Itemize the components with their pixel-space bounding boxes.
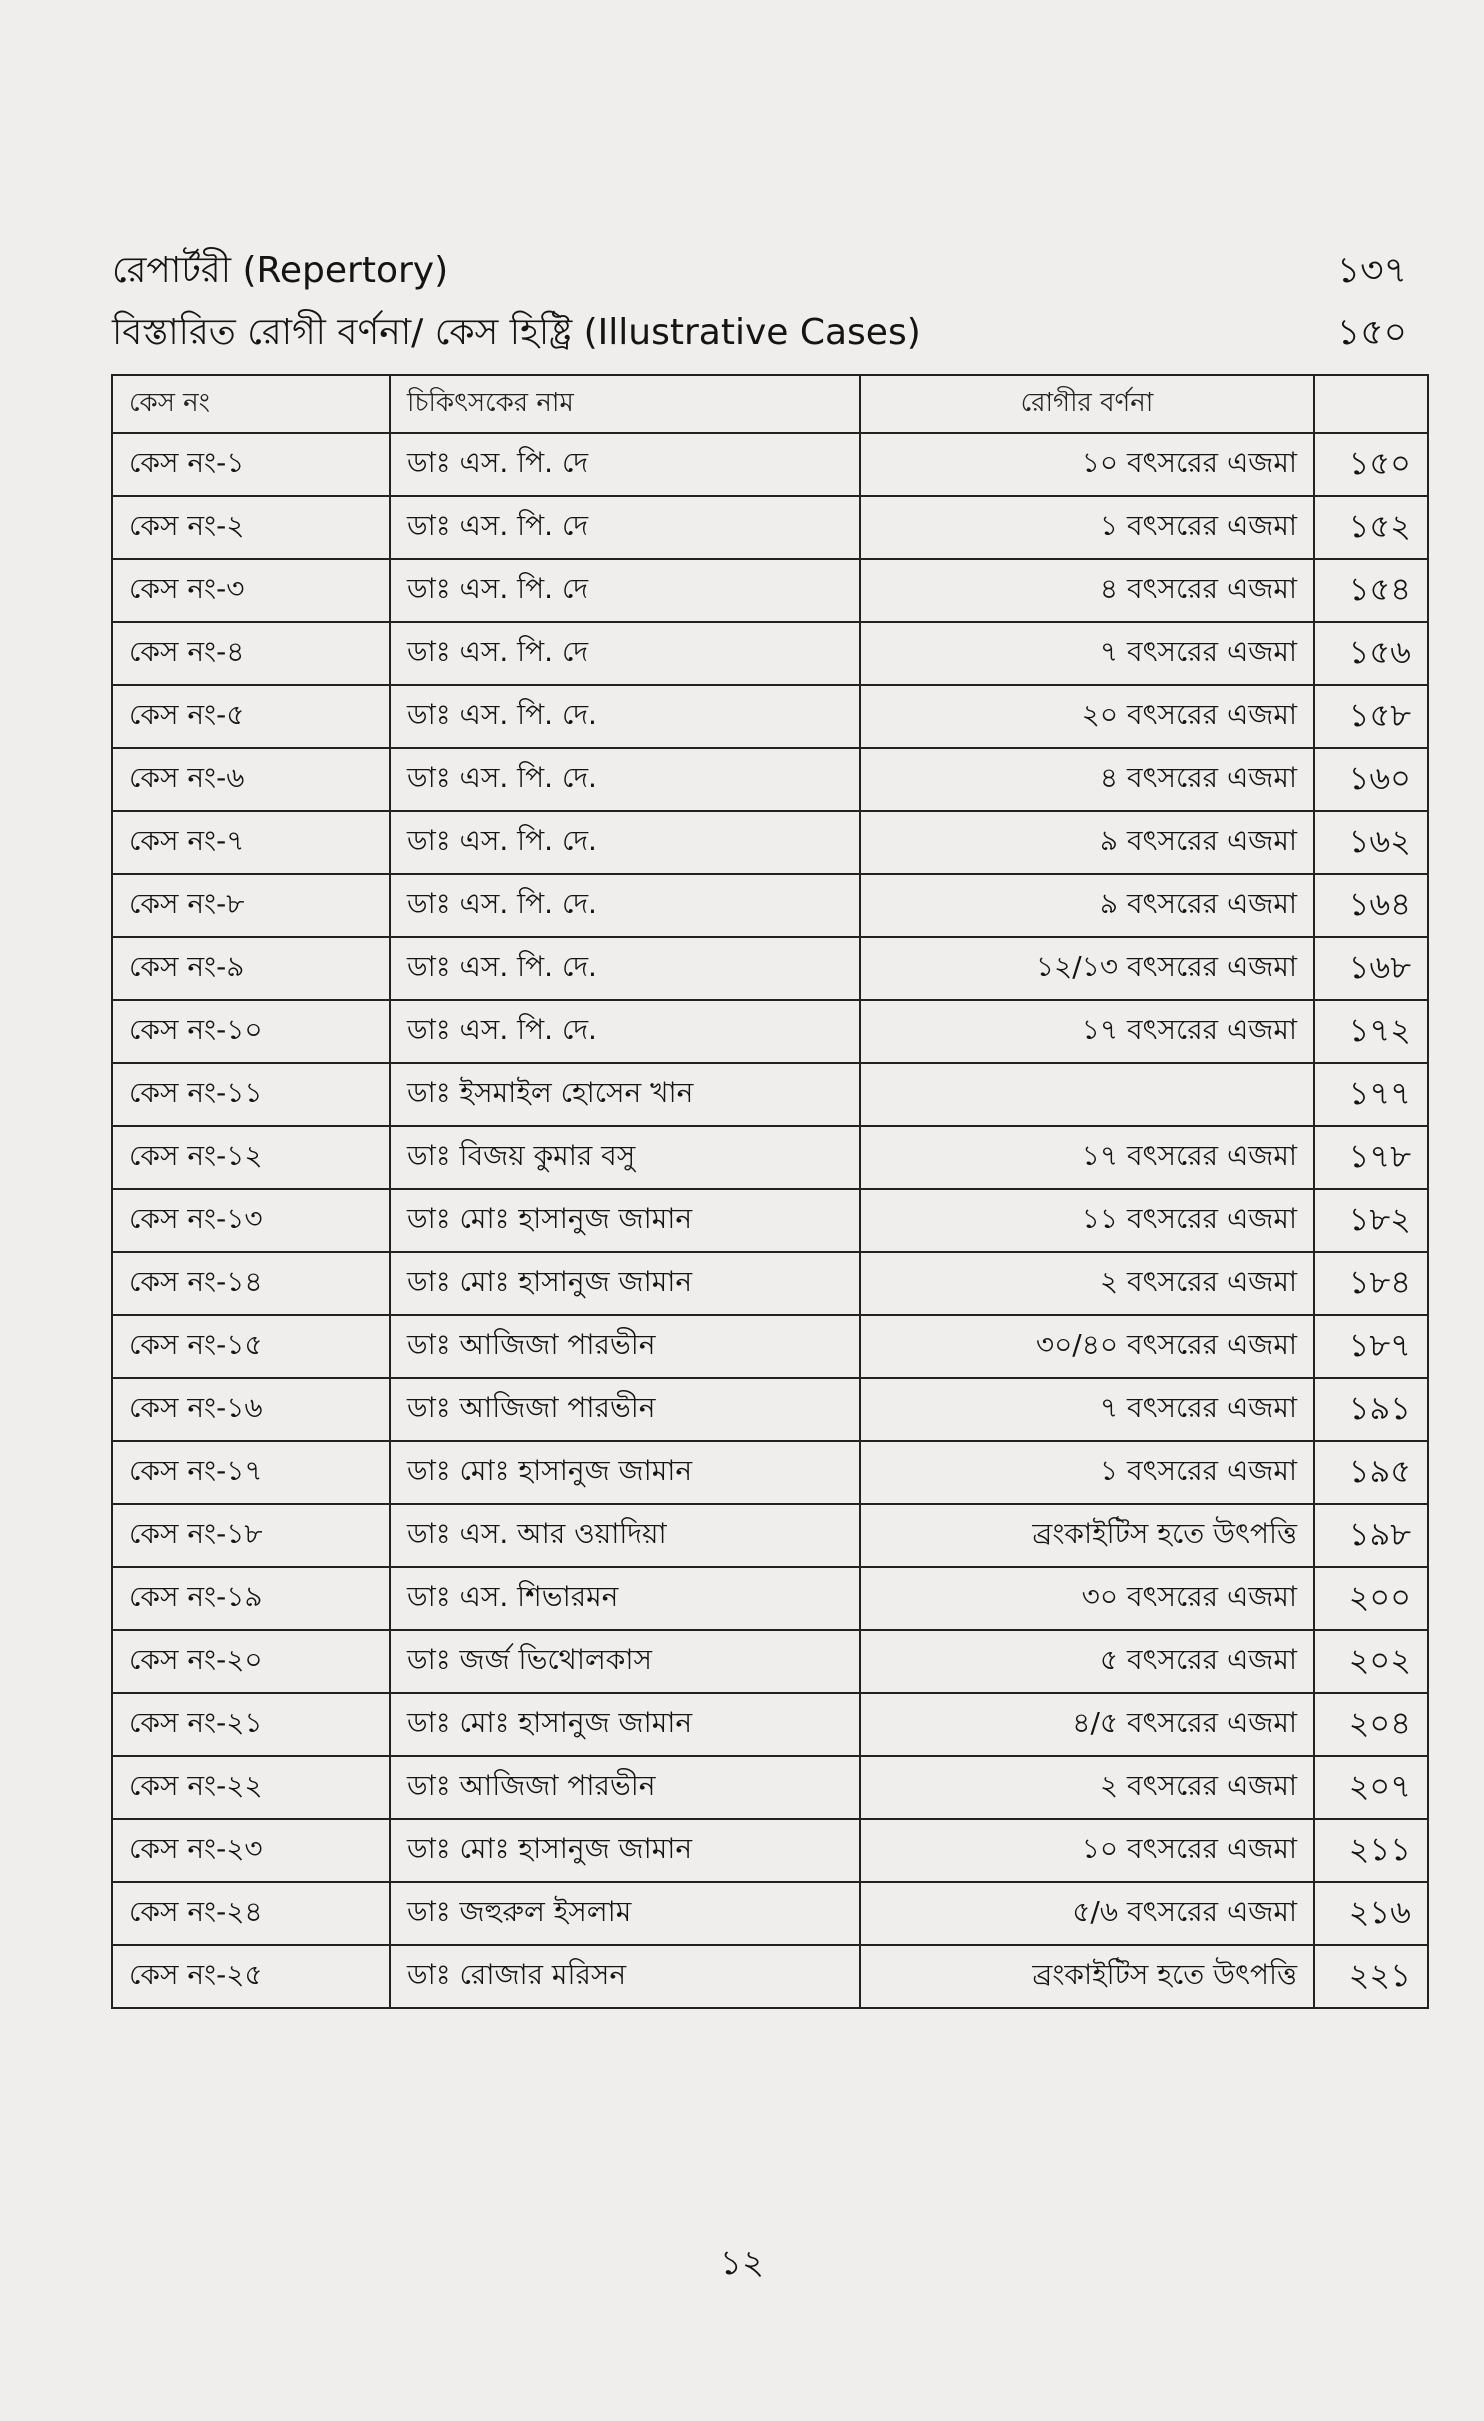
physician-cell: ডাঃ এস. পি. দে: [390, 622, 860, 685]
physician-cell: ডাঃ এস. পি. দে: [390, 433, 860, 496]
case-number-cell: কেস নং-৫: [112, 685, 390, 748]
description-cell: ২০ বৎসরের এজমা: [860, 685, 1314, 748]
description-cell: ৭ বৎসরের এজমা: [860, 1378, 1314, 1441]
physician-cell: ডাঃ এস. আর ওয়াদিয়া: [390, 1504, 860, 1567]
toc-entry-label: রেপার্টরী (Repertory): [112, 250, 449, 291]
page-cell: ১৯১: [1314, 1378, 1428, 1441]
description-cell: ৪ বৎসরের এজমা: [860, 559, 1314, 622]
physician-cell: ডাঃ আজিজা পারভীন: [390, 1315, 860, 1378]
page-cell: ১৫৪: [1314, 559, 1428, 622]
table-row: [112, 496, 1428, 559]
page-number: ১২: [719, 2243, 765, 2283]
case-number-cell: কেস নং-১০: [112, 1000, 390, 1063]
table-row: [112, 748, 1428, 811]
physician-cell: ডাঃ রোজার মরিসন: [390, 1945, 860, 2008]
description-cell: ৫ বৎসরের এজমা: [860, 1630, 1314, 1693]
case-number-cell: কেস নং-২০: [112, 1630, 390, 1693]
page-cell: ১৫০: [1314, 433, 1428, 496]
description-cell: ১০ বৎসরের এজমা: [860, 433, 1314, 496]
toc-entry-repertory: [112, 250, 1407, 292]
case-number-cell: কেস নং-১: [112, 433, 390, 496]
case-number-cell: কেস নং-১১: [112, 1063, 390, 1126]
column-header-case-no: কেস নং: [112, 375, 390, 433]
case-number-cell: কেস নং-১৩: [112, 1189, 390, 1252]
case-number-cell: কেস নং-২: [112, 496, 390, 559]
table-row: [112, 1063, 1428, 1126]
case-number-cell: কেস নং-২৫: [112, 1945, 390, 2008]
case-number-cell: কেস নং-২৩: [112, 1819, 390, 1882]
table-row: [112, 1819, 1428, 1882]
page-cell: ২২১: [1314, 1945, 1428, 2008]
case-number-cell: কেস নং-১৮: [112, 1504, 390, 1567]
table-row: [112, 1441, 1428, 1504]
case-number-cell: কেস নং-১২: [112, 1126, 390, 1189]
page-cell: ১৫৬: [1314, 622, 1428, 685]
physician-cell: ডাঃ এস. পি. দে: [390, 496, 860, 559]
physician-cell: ডাঃ এস. শিভারমন: [390, 1567, 860, 1630]
description-cell: ব্রংকাইটিস হতে উৎপত্তি: [860, 1504, 1314, 1567]
page-cell: ১৬৪: [1314, 874, 1428, 937]
page-cell: ১৭৭: [1314, 1063, 1428, 1126]
page-cell: ১৯৮: [1314, 1504, 1428, 1567]
case-number-cell: কেস নং-৪: [112, 622, 390, 685]
description-cell: ১৭ বৎসরের এজমা: [860, 1000, 1314, 1063]
table-row: [112, 1693, 1428, 1756]
description-cell: ৪/৫ বৎসরের এজমা: [860, 1693, 1314, 1756]
physician-cell: ডাঃ মোঃ হাসানুজ জামান: [390, 1441, 860, 1504]
page-cell: ১৮৭: [1314, 1315, 1428, 1378]
table-row: [112, 1378, 1428, 1441]
case-number-cell: কেস নং-২১: [112, 1693, 390, 1756]
page-cell: ১৬২: [1314, 811, 1428, 874]
description-cell: ১১ বৎসরের এজমা: [860, 1189, 1314, 1252]
page-cell: ২০০: [1314, 1567, 1428, 1630]
toc-entry-page: ১৫০: [1336, 312, 1407, 353]
column-header-page: [1314, 375, 1428, 433]
page-cell: ১৭৮: [1314, 1126, 1428, 1189]
page-cell: ১৭২: [1314, 1000, 1428, 1063]
table-row: [112, 1756, 1428, 1819]
case-number-cell: কেস নং-২২: [112, 1756, 390, 1819]
case-number-cell: কেস নং-১৯: [112, 1567, 390, 1630]
table-row: [112, 1504, 1428, 1567]
description-cell: ১ বৎসরের এজমা: [860, 496, 1314, 559]
case-number-cell: কেস নং-১৬: [112, 1378, 390, 1441]
physician-cell: ডাঃ এস. পি. দে.: [390, 937, 860, 1000]
case-number-cell: কেস নং-৬: [112, 748, 390, 811]
physician-cell: ডাঃ বিজয় কুমার বসু: [390, 1126, 860, 1189]
toc-entry-label: বিস্তারিত রোগী বর্ণনা/ কেস হিষ্ট্রি (Illustrative Cases): [112, 312, 921, 353]
description-cell: ২ বৎসরের এজমা: [860, 1756, 1314, 1819]
table-row: [112, 1189, 1428, 1252]
description-cell: ২ বৎসরের এজমা: [860, 1252, 1314, 1315]
description-cell: ১২/১৩ বৎসরের এজমা: [860, 937, 1314, 1000]
table-row: [112, 433, 1428, 496]
description-cell: ৩০ বৎসরের এজমা: [860, 1567, 1314, 1630]
table-row: [112, 1252, 1428, 1315]
column-header-physician: চিকিৎসকের নাম: [390, 375, 860, 433]
page-cell: ২০৪: [1314, 1693, 1428, 1756]
table-row: [112, 874, 1428, 937]
description-cell: ৫/৬ বৎসরের এজমা: [860, 1882, 1314, 1945]
page-cell: ১৫২: [1314, 496, 1428, 559]
page-cell: ২০৭: [1314, 1756, 1428, 1819]
physician-cell: ডাঃ জর্জ ভিথোলকাস: [390, 1630, 860, 1693]
description-cell: ১৭ বৎসরের এজমা: [860, 1126, 1314, 1189]
description-cell: ১ বৎসরের এজমা: [860, 1441, 1314, 1504]
table-header-row: [112, 375, 1428, 433]
table-row: [112, 1630, 1428, 1693]
case-number-cell: কেস নং-১৪: [112, 1252, 390, 1315]
case-number-cell: কেস নং-৮: [112, 874, 390, 937]
physician-cell: ডাঃ এস. পি. দে.: [390, 811, 860, 874]
description-cell: ৭ বৎসরের এজমা: [860, 622, 1314, 685]
toc-entry-illustrative-cases: [112, 312, 1407, 354]
page-cell: ১৬০: [1314, 748, 1428, 811]
physician-cell: ডাঃ আজিজা পারভীন: [390, 1378, 860, 1441]
case-number-cell: কেস নং-৭: [112, 811, 390, 874]
physician-cell: ডাঃ আজিজা পারভীন: [390, 1756, 860, 1819]
description-cell: ১০ বৎসরের এজমা: [860, 1819, 1314, 1882]
case-number-cell: কেস নং-২৪: [112, 1882, 390, 1945]
case-table: [111, 374, 1429, 2009]
physician-cell: ডাঃ মোঃ হাসানুজ জামান: [390, 1252, 860, 1315]
page-cell: ১৫৮: [1314, 685, 1428, 748]
table-row: [112, 811, 1428, 874]
case-number-cell: কেস নং-৯: [112, 937, 390, 1000]
description-cell: [860, 1063, 1314, 1126]
physician-cell: ডাঃ এস. পি. দে.: [390, 1000, 860, 1063]
table-row: [112, 1945, 1428, 2008]
page-cell: ২০২: [1314, 1630, 1428, 1693]
description-cell: ৯ বৎসরের এজমা: [860, 811, 1314, 874]
case-number-cell: কেস নং-১৭: [112, 1441, 390, 1504]
description-cell: ব্রংকাইটিস হতে উৎপত্তি: [860, 1945, 1314, 2008]
table-row: [112, 1000, 1428, 1063]
physician-cell: ডাঃ এস. পি. দে.: [390, 748, 860, 811]
physician-cell: ডাঃ মোঃ হাসানুজ জামান: [390, 1189, 860, 1252]
physician-cell: ডাঃ এস. পি. দে.: [390, 874, 860, 937]
page-cell: ১৮২: [1314, 1189, 1428, 1252]
case-number-cell: কেস নং-১৫: [112, 1315, 390, 1378]
case-number-cell: কেস নং-৩: [112, 559, 390, 622]
physician-cell: ডাঃ এস. পি. দে.: [390, 685, 860, 748]
table-row: [112, 622, 1428, 685]
description-cell: ৯ বৎসরের এজমা: [860, 874, 1314, 937]
physician-cell: ডাঃ ইসমাইল হোসেন খান: [390, 1063, 860, 1126]
page-cell: ২১৬: [1314, 1882, 1428, 1945]
page-cell: ১৬৮: [1314, 937, 1428, 1000]
column-header-description: রোগীর বর্ণনা: [860, 375, 1314, 433]
table-row: [112, 1315, 1428, 1378]
page-cell: ১৮৪: [1314, 1252, 1428, 1315]
physician-cell: ডাঃ মোঃ হাসানুজ জামান: [390, 1819, 860, 1882]
table-row: [112, 1126, 1428, 1189]
table-row: [112, 937, 1428, 1000]
page-cell: ১৯৫: [1314, 1441, 1428, 1504]
page-cell: ২১১: [1314, 1819, 1428, 1882]
table-row: [112, 1567, 1428, 1630]
table-row: [112, 559, 1428, 622]
description-cell: ৩০/৪০ বৎসরের এজমা: [860, 1315, 1314, 1378]
physician-cell: ডাঃ জহুরুল ইসলাম: [390, 1882, 860, 1945]
physician-cell: ডাঃ মোঃ হাসানুজ জামান: [390, 1693, 860, 1756]
toc-entry-page: ১৩৭: [1336, 250, 1407, 291]
physician-cell: ডাঃ এস. পি. দে: [390, 559, 860, 622]
description-cell: ৪ বৎসরের এজমা: [860, 748, 1314, 811]
table-row: [112, 685, 1428, 748]
table-row: [112, 1882, 1428, 1945]
